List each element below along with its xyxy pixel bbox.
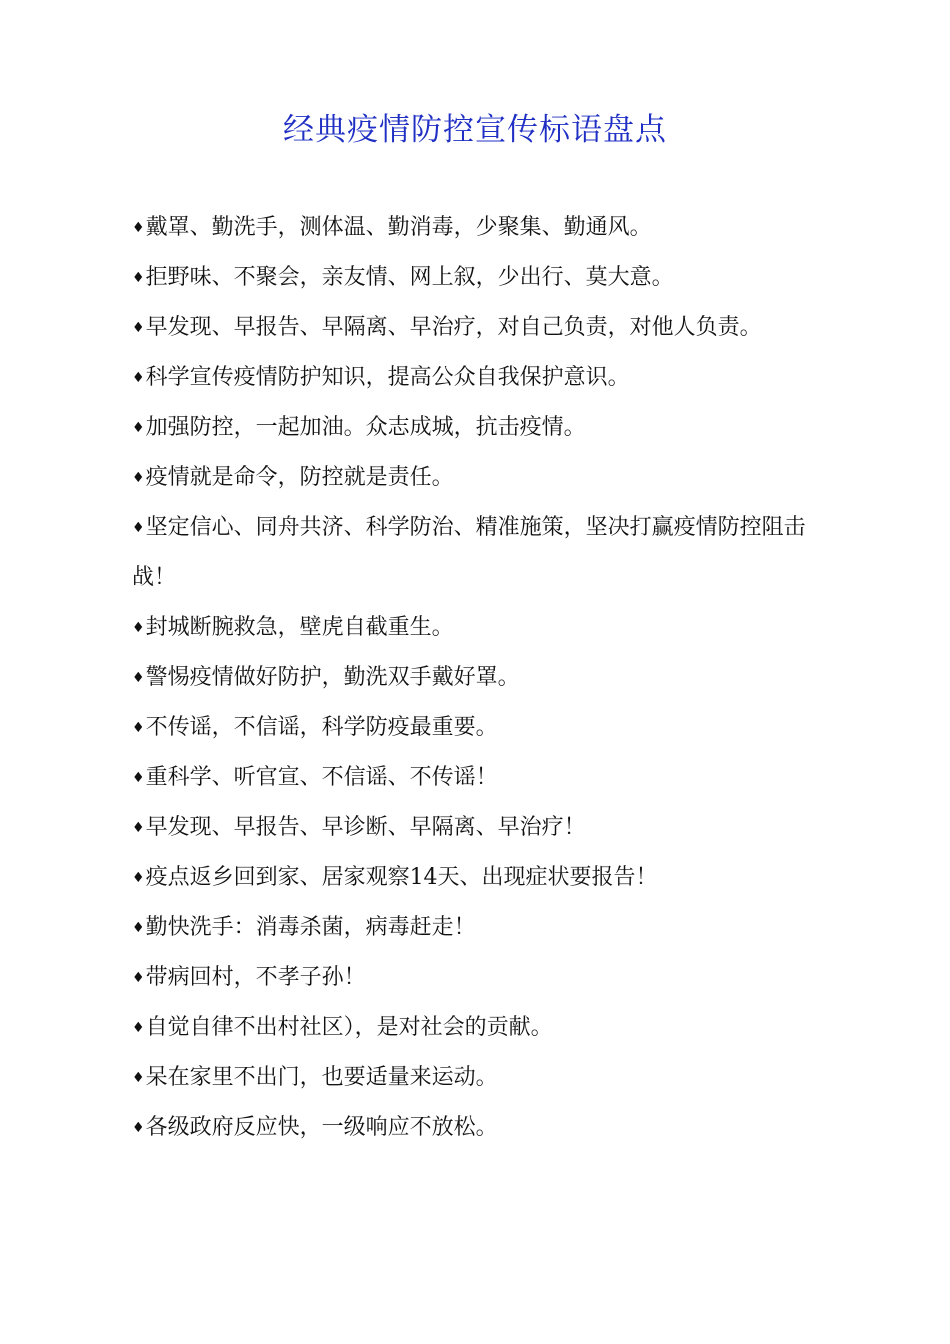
diamond-bullet-icon: ♦ <box>132 1070 145 1086</box>
diamond-bullet-icon: ♦ <box>132 520 145 536</box>
slogan-text: 拒野味、不聚会，亲友情、网上叙，少出行、莫大意。 <box>145 265 674 290</box>
diamond-bullet-icon: ♦ <box>132 870 145 886</box>
diamond-bullet-icon: ♦ <box>132 720 145 736</box>
document-title: 经典疫情防控宣传标语盘点 <box>283 112 667 148</box>
slogan-item <box>132 653 822 703</box>
slogan-item <box>132 353 822 403</box>
diamond-bullet-icon: ♦ <box>132 320 145 336</box>
slogan-text: 勤快洗手：消毒杀菌，病毒赶走！ <box>145 915 476 940</box>
diamond-bullet-icon: ♦ <box>132 270 145 286</box>
slogan-text: 带病回村，不孝子孙！ <box>145 965 366 990</box>
slogan-text: 早发现、早报告、早诊断、早隔离、早治疗！ <box>145 815 586 840</box>
slogan-item <box>132 403 822 453</box>
diamond-bullet-icon: ♦ <box>132 970 145 986</box>
slogan-item <box>132 303 822 353</box>
slogan-item <box>132 953 822 1003</box>
slogan-item <box>132 503 822 603</box>
slogan-text: 疫情就是命令，防控就是责任。 <box>145 465 454 490</box>
slogan-item <box>132 903 822 953</box>
slogan-text: 各级政府反应快，一级响应不放松。 <box>145 1115 498 1140</box>
slogan-text: 坚定信心、同舟共济、科学防治、精准施策，坚决打赢疫情防控阻击战！ <box>132 515 806 590</box>
slogan-item <box>132 603 822 653</box>
diamond-bullet-icon: ♦ <box>132 470 145 486</box>
diamond-bullet-icon: ♦ <box>132 420 145 436</box>
diamond-bullet-icon: ♦ <box>132 220 145 236</box>
slogan-item <box>132 803 822 853</box>
slogan-text: 戴罩、勤洗手，测体温、勤消毒，少聚集、勤通风。 <box>145 215 652 240</box>
slogan-text: 不传谣，不信谣，科学防疫最重要。 <box>145 715 498 740</box>
slogan-text: 加强防控，一起加油。众志成城，抗击疫情。 <box>145 415 586 440</box>
slogan-text: 警惕疫情做好防护，勤洗双手戴好罩。 <box>145 665 520 690</box>
diamond-bullet-icon: ♦ <box>132 1120 145 1136</box>
diamond-bullet-icon: ♦ <box>132 620 145 636</box>
slogan-item <box>132 703 822 753</box>
slogan-text: 呆在家里不出门，也要适量来运动。 <box>145 1065 498 1090</box>
slogan-item <box>132 453 822 503</box>
slogan-item <box>132 203 822 253</box>
slogan-list <box>132 203 822 1153</box>
slogan-item <box>132 1103 822 1153</box>
slogan-text: 疫点返乡回到家、居家观察14天、出现症状要报告！ <box>145 865 658 890</box>
slogan-item <box>132 753 822 803</box>
diamond-bullet-icon: ♦ <box>132 770 145 786</box>
diamond-bullet-icon: ♦ <box>132 820 145 836</box>
slogan-text: 早发现、早报告、早隔离、早治疗，对自己负责，对他人负责。 <box>145 315 762 340</box>
slogan-text: 科学宣传疫情防护知识，提高公众自我保护意识。 <box>145 365 630 390</box>
slogan-text: 封城断腕救急，壁虎自截重生。 <box>145 615 454 640</box>
diamond-bullet-icon: ♦ <box>132 670 145 686</box>
slogan-item <box>132 1003 822 1053</box>
slogan-text: 重科学、听官宣、不信谣、不传谣！ <box>145 765 498 790</box>
slogan-item <box>132 1053 822 1103</box>
diamond-bullet-icon: ♦ <box>132 920 145 936</box>
slogan-text: 自觉自律不出村社区），是对社会的贡献。 <box>145 1015 553 1040</box>
diamond-bullet-icon: ♦ <box>132 1020 145 1036</box>
diamond-bullet-icon: ♦ <box>132 370 145 386</box>
slogan-item <box>132 853 822 903</box>
slogan-item <box>132 253 822 303</box>
